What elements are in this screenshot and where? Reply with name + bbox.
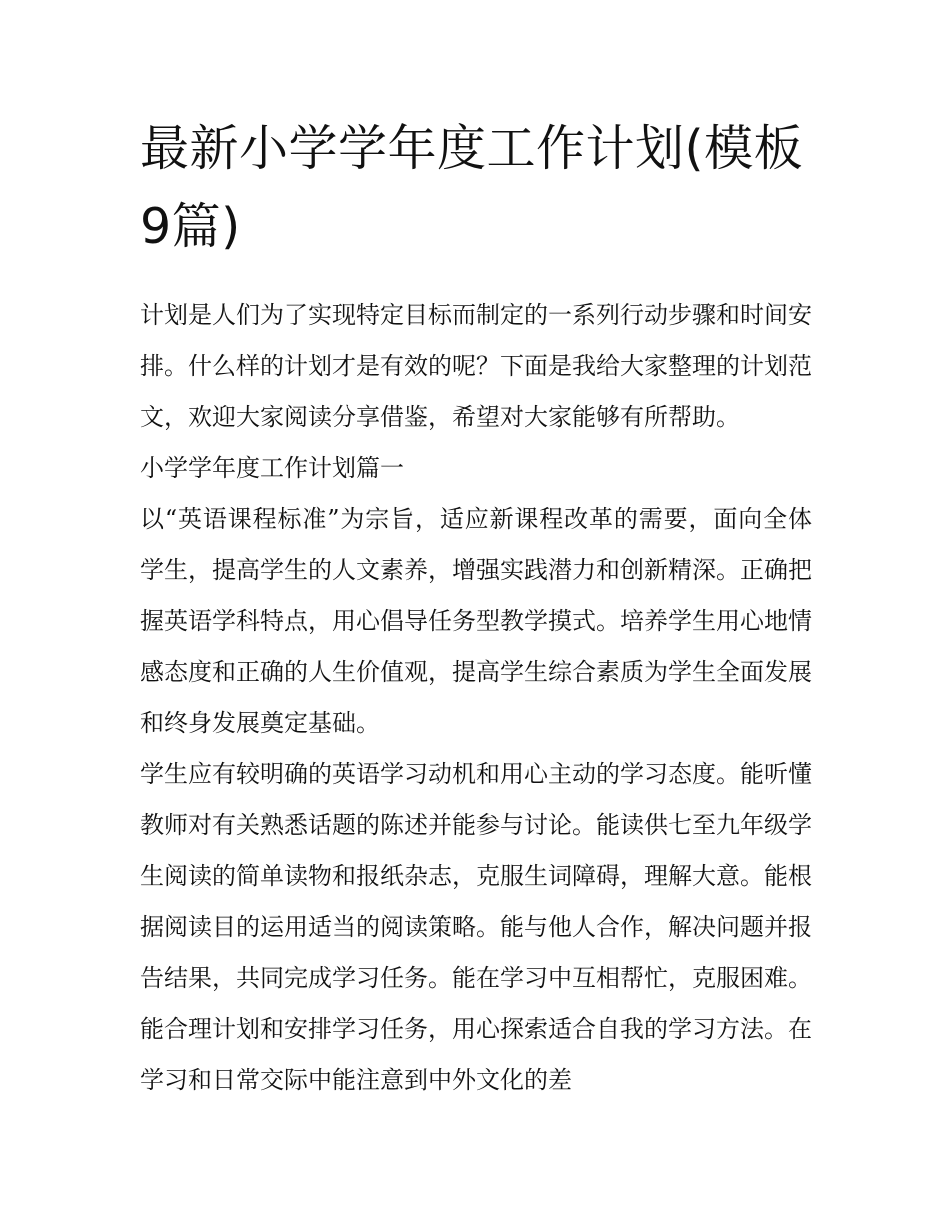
body-paragraph-2: 学生应有较明确的英语学习动机和用心主动的学习态度。能听懂教师对有关熟悉话题的陈述并能参与讨论。能读供七至九年级学生阅读的简单读物和报纸杂志，克服生词障碍，理解大意。能根据阅读目的运用适当的阅读策略。能与他人合作，解决问题并报告结果，共同完成学习任务。能在学习中互相帮忙，克服困难。能合理计划和安排学习任务，用心探索适合自我的学习方法。在学习和日常交际中能注意到中外文化的差 — [140, 760, 812, 1094]
document-page — [140, 110, 812, 1106]
document-title: 最新小学学年度工作计划(模板9篇) — [140, 120, 804, 255]
section-heading: 小学学年度工作计划篇一 — [140, 454, 404, 482]
intro-paragraph: 计划是人们为了实现特定目标而制定的一系列行动步骤和时间安排。什么样的计划才是有效的呢？下面是我给大家整理的计划范文，欢迎大家阅读分享借鉴，希望对大家能够有所帮助。 — [140, 301, 812, 431]
body-paragraph-1: 以“英语课程标准”为宗旨，适应新课程改革的需要，面向全体学生，提高学生的人文素养，增强实践潜力和创新精深。正确把握英语学科特点，用心倡导任务型教学摸式。培养学生用心地情感态度和正确的人生价值观，提高学生综合素质为学生全面发展和终身发展奠定基础。 — [140, 505, 812, 737]
